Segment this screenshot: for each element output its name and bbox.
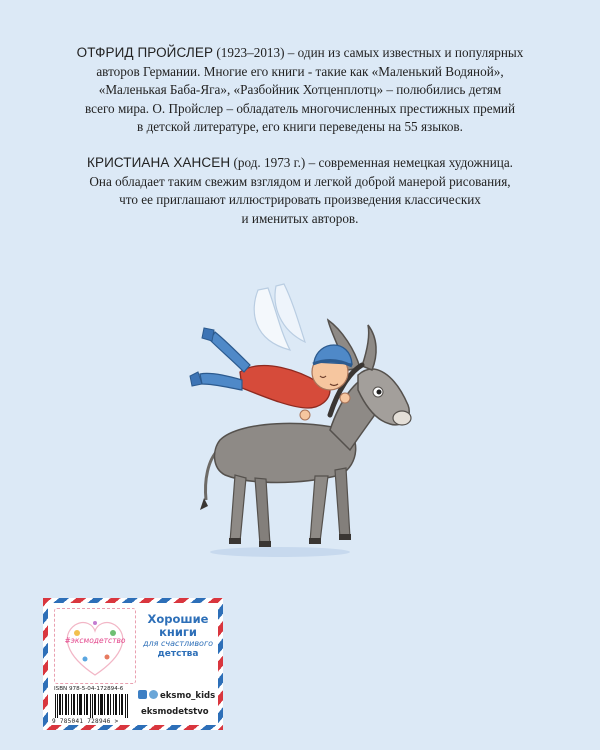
author-name: ОТФРИД ПРОЙСЛЕР <box>76 45 214 60</box>
child-boot-upper <box>202 328 214 341</box>
donkey-and-child-illustration <box>180 280 430 560</box>
illustrator-bio-line-2: Она обладает таким свежим взглядом и легкой доброй манерой рисования, <box>89 173 511 189</box>
slogan-line: детства <box>157 649 199 659</box>
slogan-line: книги <box>159 625 197 639</box>
heart-doodle-icon <box>55 609 135 683</box>
stamp-hashtag: #эксмодетство <box>64 636 126 645</box>
child-hand <box>340 393 350 403</box>
child-hand <box>300 410 310 420</box>
hoof <box>229 538 241 544</box>
snow-shadow <box>210 547 350 557</box>
barcode-number: 9 785041 728946 > <box>52 718 119 725</box>
social-handle-text: eksmo_kids <box>160 691 216 701</box>
slogan <box>136 613 220 660</box>
author-bio-line-1 <box>60 44 540 63</box>
child-leg-upper <box>210 332 250 372</box>
donkey-pupil <box>377 390 382 395</box>
slogan-line: для счастливого <box>142 639 214 648</box>
isbn: ISBN 978-5-04-172894-6 <box>54 686 124 692</box>
illustrator-name: КРИСТИАНА ХАНСЕН <box>87 155 231 170</box>
barcode-icon <box>54 694 130 718</box>
illustrator-bio-line-3: что ее приглашают иллюстрировать произведения классических <box>119 192 481 207</box>
author-bio <box>60 44 540 137</box>
donkey-ear-right <box>362 325 376 370</box>
hoof <box>339 534 351 540</box>
vk-icon <box>138 690 147 699</box>
donkey-leg-front-right <box>335 468 350 538</box>
instagram-icon <box>149 690 158 699</box>
stamp <box>54 608 136 684</box>
child-leg <box>200 373 242 390</box>
author-bio-line-2: авторов Германии. Многие его книги - такие как «Маленький Водяной», <box>96 63 504 79</box>
donkey-leg-back-left <box>230 475 246 542</box>
illustrator-bio-line-1 <box>60 154 540 173</box>
donkey-leg-back-right <box>255 478 270 545</box>
donkey-muzzle <box>393 411 411 425</box>
website-handle: eksmodetstvo <box>141 707 209 717</box>
author-bio-text: (1923–2013) – один из самых известных и популярных <box>213 45 524 60</box>
illustrator-bio <box>60 154 540 228</box>
slogan-line: Хорошие <box>147 612 209 626</box>
illustrator-bio-line-4: и именитых авторов. <box>241 210 359 226</box>
illustrator-bio-text: (род. 1973 г.) – современная немецкая художница. <box>230 155 513 170</box>
hoof <box>259 541 271 547</box>
author-bio-line-3: «Маленькая Баба-Яга», «Разбойник Хотценплотц» – полюбились детям <box>98 82 502 97</box>
hoof <box>309 538 321 544</box>
social-handle <box>138 690 215 701</box>
publisher-sticker <box>43 598 223 730</box>
author-bio-line-5: в детской литературе, его книги переведены на 55 языков. <box>137 119 463 134</box>
author-bio-line-4: всего мира. О. Пройслер – обладатель многочисленных престижных премий <box>84 100 516 116</box>
donkey-leg-front-left <box>310 476 328 542</box>
